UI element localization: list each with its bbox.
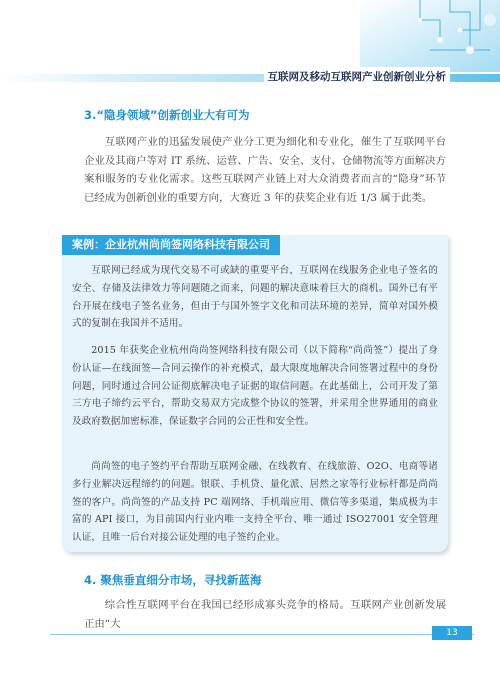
page-number: 13 [432, 626, 472, 640]
case-paragraph-1: 互联网已经成为现代交易不可或缺的重要平台，互联网在线服务企业电子签名的安全、存储及法律效力等问题随之而来，问题的解决意味着巨大的商机。国外已有平台开展在线电子签名业务，但由于与国外签字文化和司法环境的差异，简单对国外模式的复制在我国并不适用。 [72, 265, 438, 330]
section-3-title: 3.“隐身领域”创新创业大有可为 [84, 108, 250, 122]
section-4-title: 4. 聚焦垂直细分市场，寻找新蓝海 [84, 573, 262, 587]
case-paragraph-3: 尚尚签的电子签约平台帮助互联网金融、在线教育、在线旅游、O2O、电商等诸多行业解决远程缔约的问题。银联、手机贷、量化派、居然之家等行业标杆都是尚尚签的客户。尚尚签的产品支持 PC 端网络、手机端应用、微信等多渠道，集成极为丰富的 API 接口，为目前国内行业内唯一支持全平台、唯一通过 ISO27001 安全管理认证，且唯一后台对接公证处理的电子签约企业。 [72, 461, 438, 544]
section-4-paragraph: 综合性互联网平台在我国已经形成寡头竞争的格局。互联网产业创新发展正由“大 [84, 599, 446, 630]
section-3-paragraph: 互联网产业的迅猛发展使产业分工更为细化和专业化，催生了互联网平台企业及其商户等对 IT 系统、运营、广告、安全、支付、仓储物流等方面解决方案和服务的专业化需求。这些互联网产业链上对大众消费者而言的“隐身”环节已经成为创新创业的重要方向，大赛近 3 年的获奖企业有近 1/3 属于此类。 [84, 136, 446, 204]
case-paragraph-2: 2015 年获奖企业杭州尚尚签网络科技有限公司（以下简称“尚尚签”）提出了身份认证—在线面签—合同云操作的补充模式，最大限度地解决合同签署过程中的身份问题，同时通过合同公证彻底解决电子证据的取信问题。在此基础上，公司开发了第三方电子缔约云平台，帮助交易双方完成整个协议的签署，并采用全世界通用的商业及政府数据加密标准，保证数字合同的公正性和安全性。 [72, 345, 438, 428]
running-header-title: 互联网及移动互联网产业创新创业分析 [264, 67, 451, 86]
corner-circuit-graphic [360, 0, 500, 72]
case-study-title: 案例：企业杭州尚尚签网络科技有限公司 [62, 235, 280, 255]
footer-rule [50, 634, 474, 635]
header-decoration [360, 0, 500, 72]
